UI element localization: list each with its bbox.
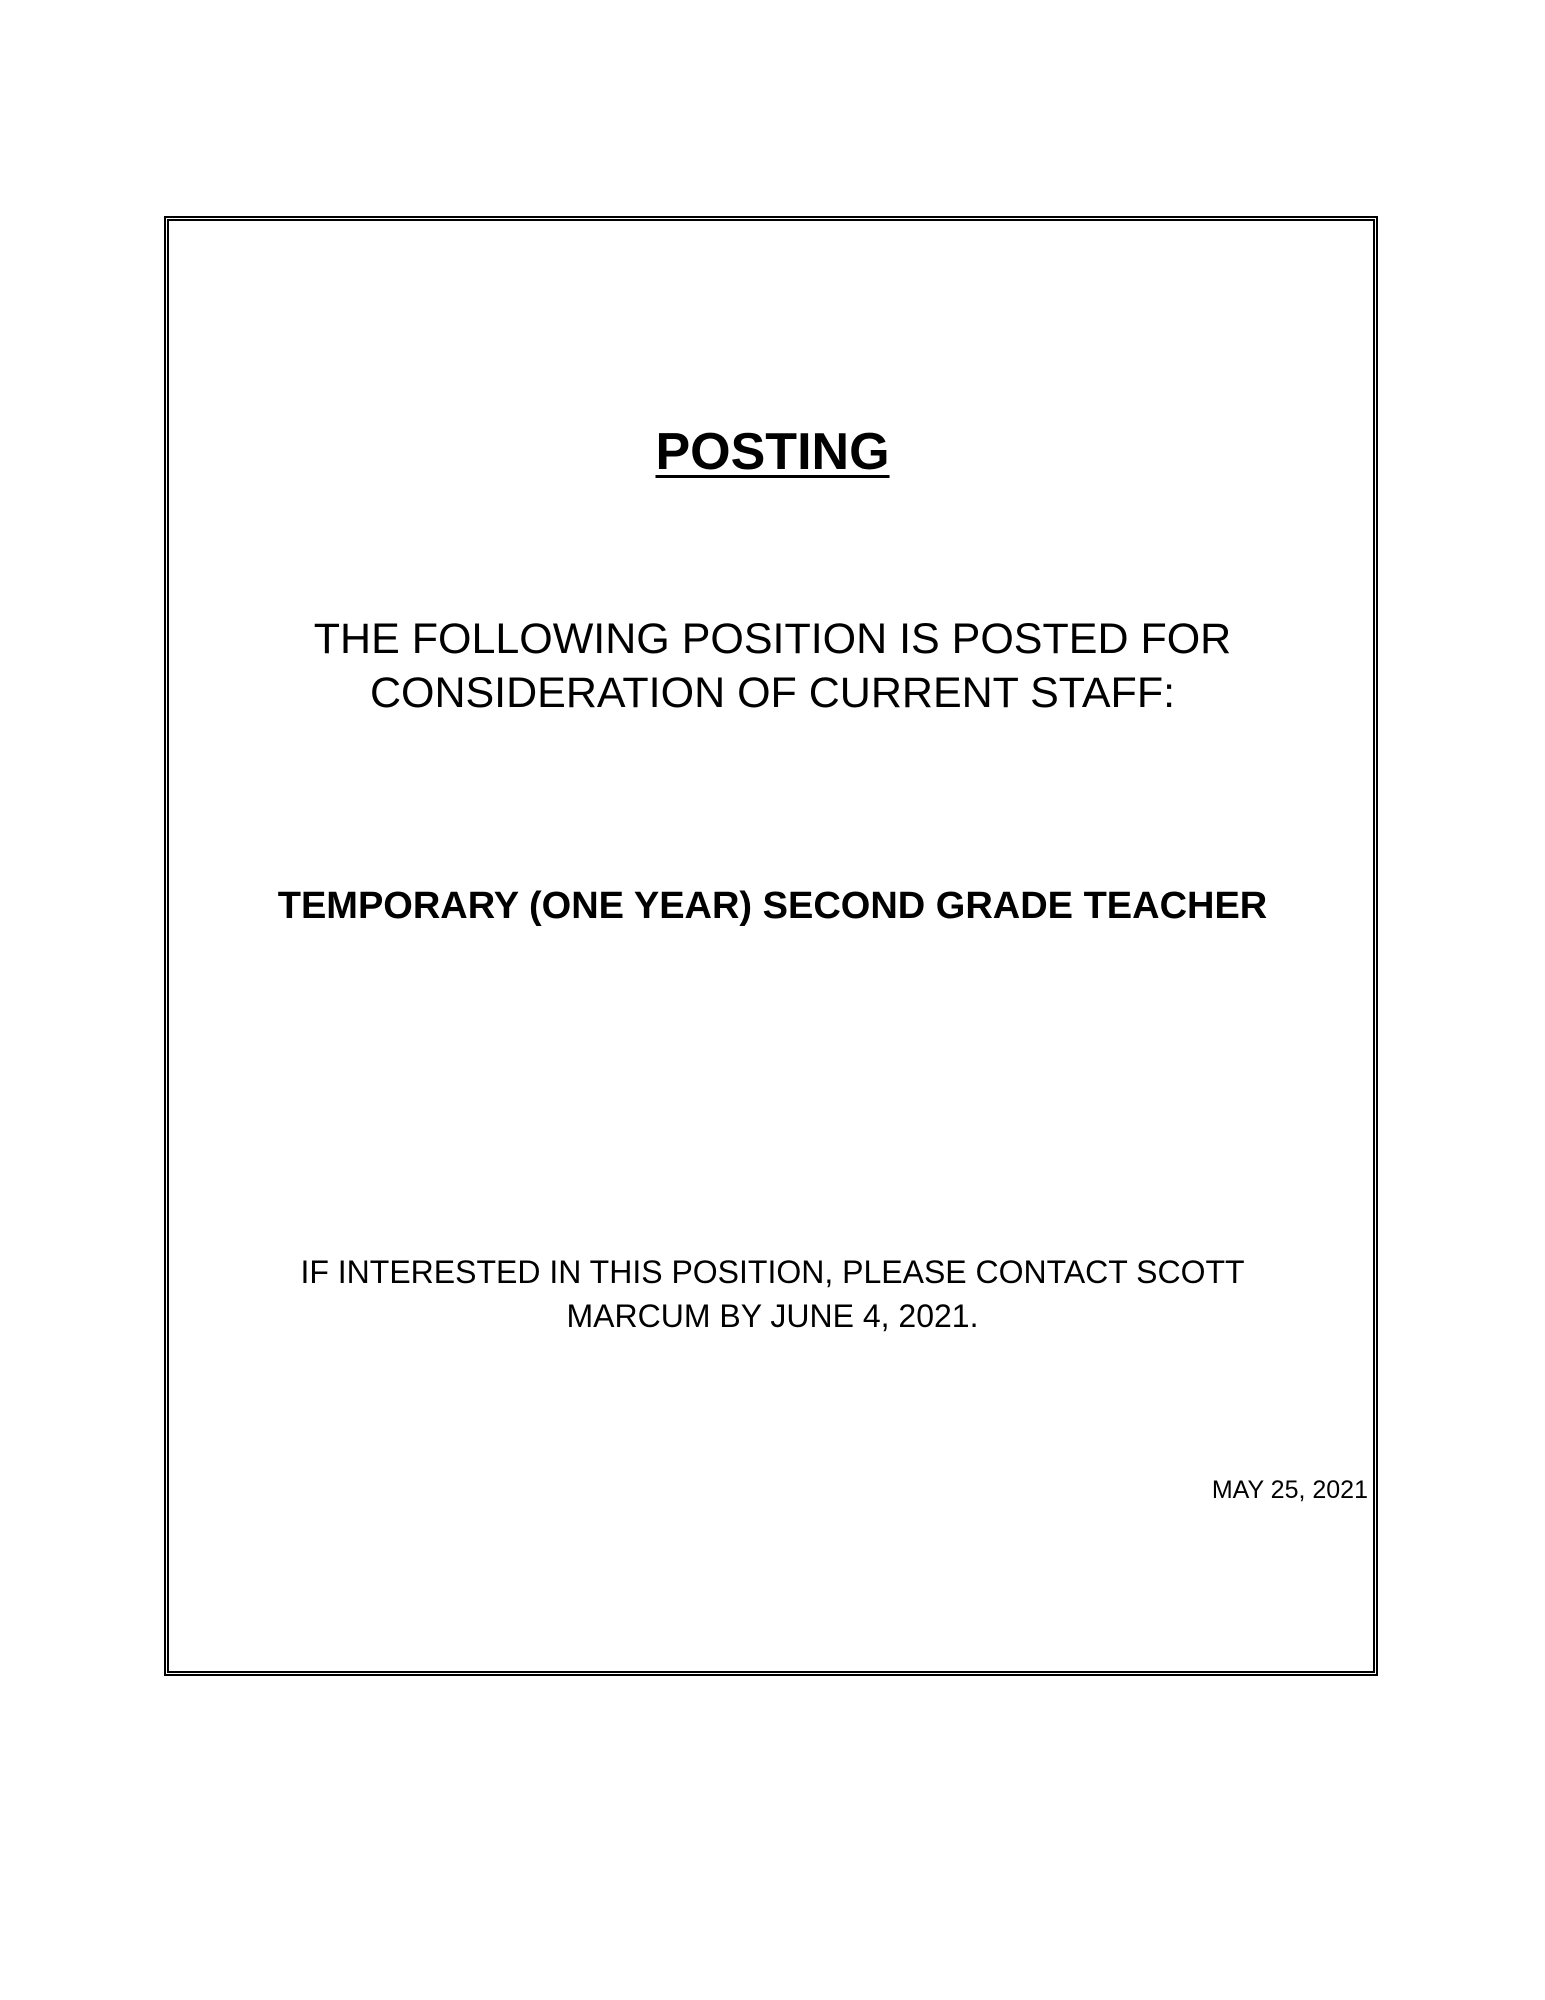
intro-line-1: THE FOLLOWING POSITION IS POSTED FOR — [313, 615, 1232, 663]
contact-line-2: MARCUM BY JUNE 4, 2021. — [566, 1298, 979, 1334]
page-title: POSTING — [655, 423, 890, 481]
intro-text — [0, 612, 1545, 720]
posting-date: MAY 25, 2021 — [1211, 1476, 1368, 1504]
intro-line-2: CONSIDERATION OF CURRENT STAFF: — [369, 669, 1176, 717]
contact-text — [0, 1250, 1545, 1338]
contact-line-1: IF INTERESTED IN THIS POSITION, PLEASE CONTACT SCOTT — [300, 1254, 1245, 1290]
position-title: TEMPORARY (ONE YEAR) SECOND GRADE TEACHER — [277, 885, 1268, 927]
